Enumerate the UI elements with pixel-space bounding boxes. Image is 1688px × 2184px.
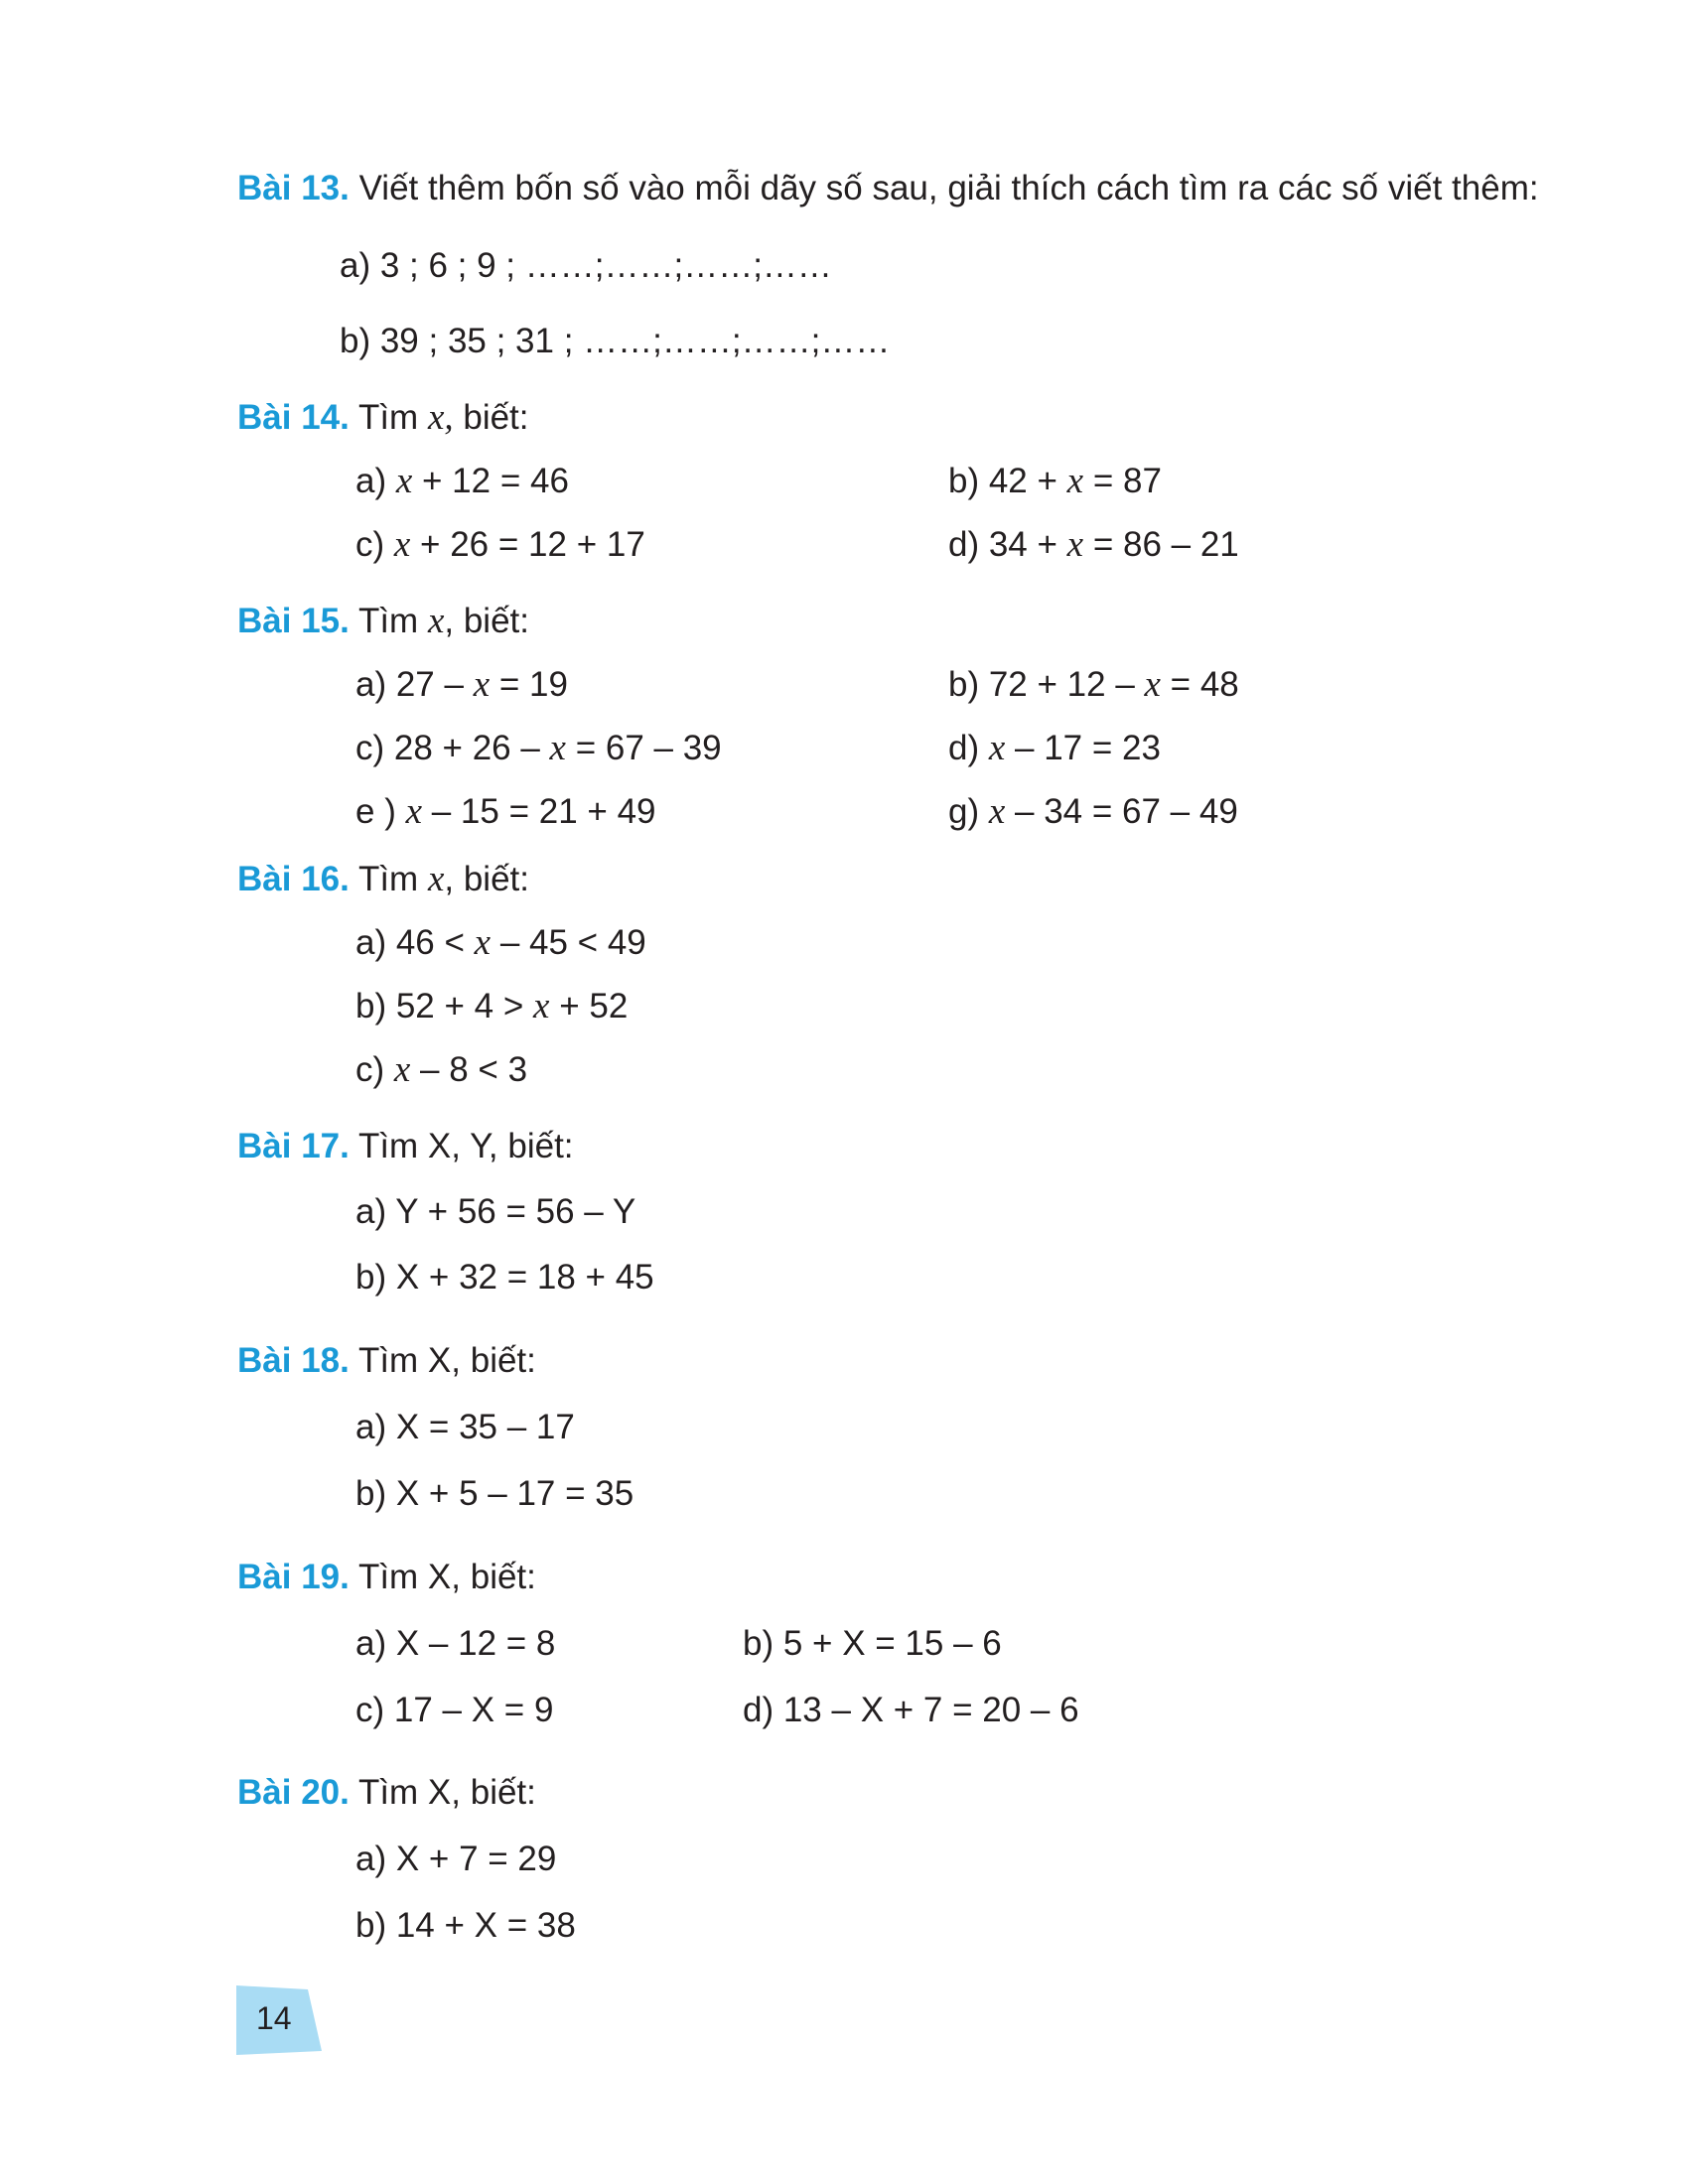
exercise-15-item-d: d) x – 17 = 23 — [948, 728, 1161, 768]
exercise-label: Bài 17. — [237, 1127, 350, 1165]
exercise-13-item-b: b) 39 ; 35 ; 31 ; ……;……;……;…… — [340, 322, 891, 360]
prompt-post: , biết: — [444, 860, 529, 898]
exercise-20-title — [237, 1771, 536, 1815]
exercise-19-item-c: c) 17 – X = 9 — [355, 1691, 554, 1729]
page-number: 14 — [256, 2000, 292, 2036]
exercise-label: Bài 19. — [237, 1558, 350, 1596]
exercise-20-item-a: a) X + 7 = 29 — [355, 1840, 557, 1878]
exercise-14-item-d: d) 34 + x = 86 – 21 — [948, 524, 1239, 565]
exercise-label: Bài 13. — [237, 169, 350, 207]
exercise-18-item-a: a) X = 35 – 17 — [355, 1408, 575, 1446]
exercise-label: Bài 20. — [237, 1773, 350, 1812]
exercise-14-item-c: c) x + 26 = 12 + 17 — [355, 524, 645, 565]
variable-x: x — [474, 922, 492, 963]
variable-x: x — [393, 1049, 411, 1090]
exercise-prompt: Tìm X, biết: — [357, 1341, 536, 1380]
variable-x: x — [533, 986, 550, 1026]
exercise-label: Bài 18. — [237, 1341, 350, 1380]
prompt-pre: Tìm — [357, 602, 428, 640]
variable-x: x — [393, 524, 411, 565]
exercise-19-title — [237, 1556, 536, 1599]
variable-x: x — [549, 728, 566, 768]
exercise-prompt: Tìm X, biết: — [357, 1773, 536, 1812]
exercise-19-item-d: d) 13 – X + 7 = 20 – 6 — [743, 1691, 1079, 1729]
prompt-pre: Tìm — [357, 860, 428, 898]
exercise-label: Bài 16. — [237, 860, 350, 898]
variable-x: x — [427, 859, 445, 899]
variable-x: x — [395, 461, 413, 501]
variable-x: x — [988, 791, 1006, 832]
exercise-19-item-a: a) X – 12 = 8 — [355, 1624, 556, 1663]
variable-x: x — [1066, 524, 1084, 565]
exercise-17-title — [237, 1125, 574, 1168]
exercise-16-title — [237, 858, 529, 901]
exercise-13-item-a: a) 3 ; 6 ; 9 ; ……;……;……;…… — [340, 246, 832, 285]
exercise-17-item-b: b) X + 32 = 18 + 45 — [355, 1258, 654, 1297]
exercise-prompt: Tìm X, biết: — [357, 1558, 536, 1596]
exercise-label: Bài 14. — [237, 398, 350, 437]
variable-x: x — [427, 601, 445, 641]
exercise-17-item-a: a) Y + 56 = 56 – Y — [355, 1192, 636, 1231]
variable-x: x, — [427, 397, 454, 438]
exercise-15-item-c: c) 28 + 26 – x = 67 – 39 — [355, 728, 722, 768]
exercise-prompt: Tìm X, Y, biết: — [357, 1127, 574, 1165]
exercise-15-item-e: e ) x – 15 = 21 + 49 — [355, 791, 656, 832]
exercise-15-item-b: b) 72 + 12 – x = 48 — [948, 664, 1239, 705]
page-number-tab — [236, 1985, 322, 2055]
variable-x: x — [988, 728, 1006, 768]
exercise-14-item-b: b) 42 + x = 87 — [948, 461, 1162, 501]
exercise-prompt: Viết thêm bốn số vào mỗi dãy số sau, giải thích cách tìm ra các số viết thêm: — [358, 169, 1539, 207]
prompt-post: biết: — [453, 398, 529, 437]
prompt-post: , biết: — [444, 602, 529, 640]
exercise-16-item-b: b) 52 + 4 > x + 52 — [355, 986, 629, 1026]
variable-x: x — [473, 664, 491, 705]
exercise-label: Bài 15. — [237, 602, 350, 640]
exercise-16-item-c: c) x – 8 < 3 — [355, 1049, 528, 1090]
exercise-15-title — [237, 600, 529, 643]
exercise-15-item-g: g) x – 34 = 67 – 49 — [948, 791, 1238, 832]
exercise-14-title — [237, 396, 529, 440]
variable-x: x — [405, 791, 423, 832]
exercise-18-title — [237, 1339, 536, 1383]
exercise-13-title — [237, 167, 1539, 210]
variable-x: x — [1066, 461, 1084, 501]
exercise-19-item-b: b) 5 + X = 15 – 6 — [743, 1624, 1002, 1663]
exercise-18-item-b: b) X + 5 – 17 = 35 — [355, 1474, 634, 1513]
exercise-16-item-a: a) 46 < x – 45 < 49 — [355, 922, 646, 963]
exercise-20-item-b: b) 14 + X = 38 — [355, 1906, 576, 1945]
exercise-15-item-a: a) 27 – x = 19 — [355, 664, 568, 705]
variable-x: x — [1144, 664, 1161, 705]
exercise-14-item-a: a) x + 12 = 46 — [355, 461, 569, 501]
prompt-pre: Tìm — [357, 398, 428, 437]
